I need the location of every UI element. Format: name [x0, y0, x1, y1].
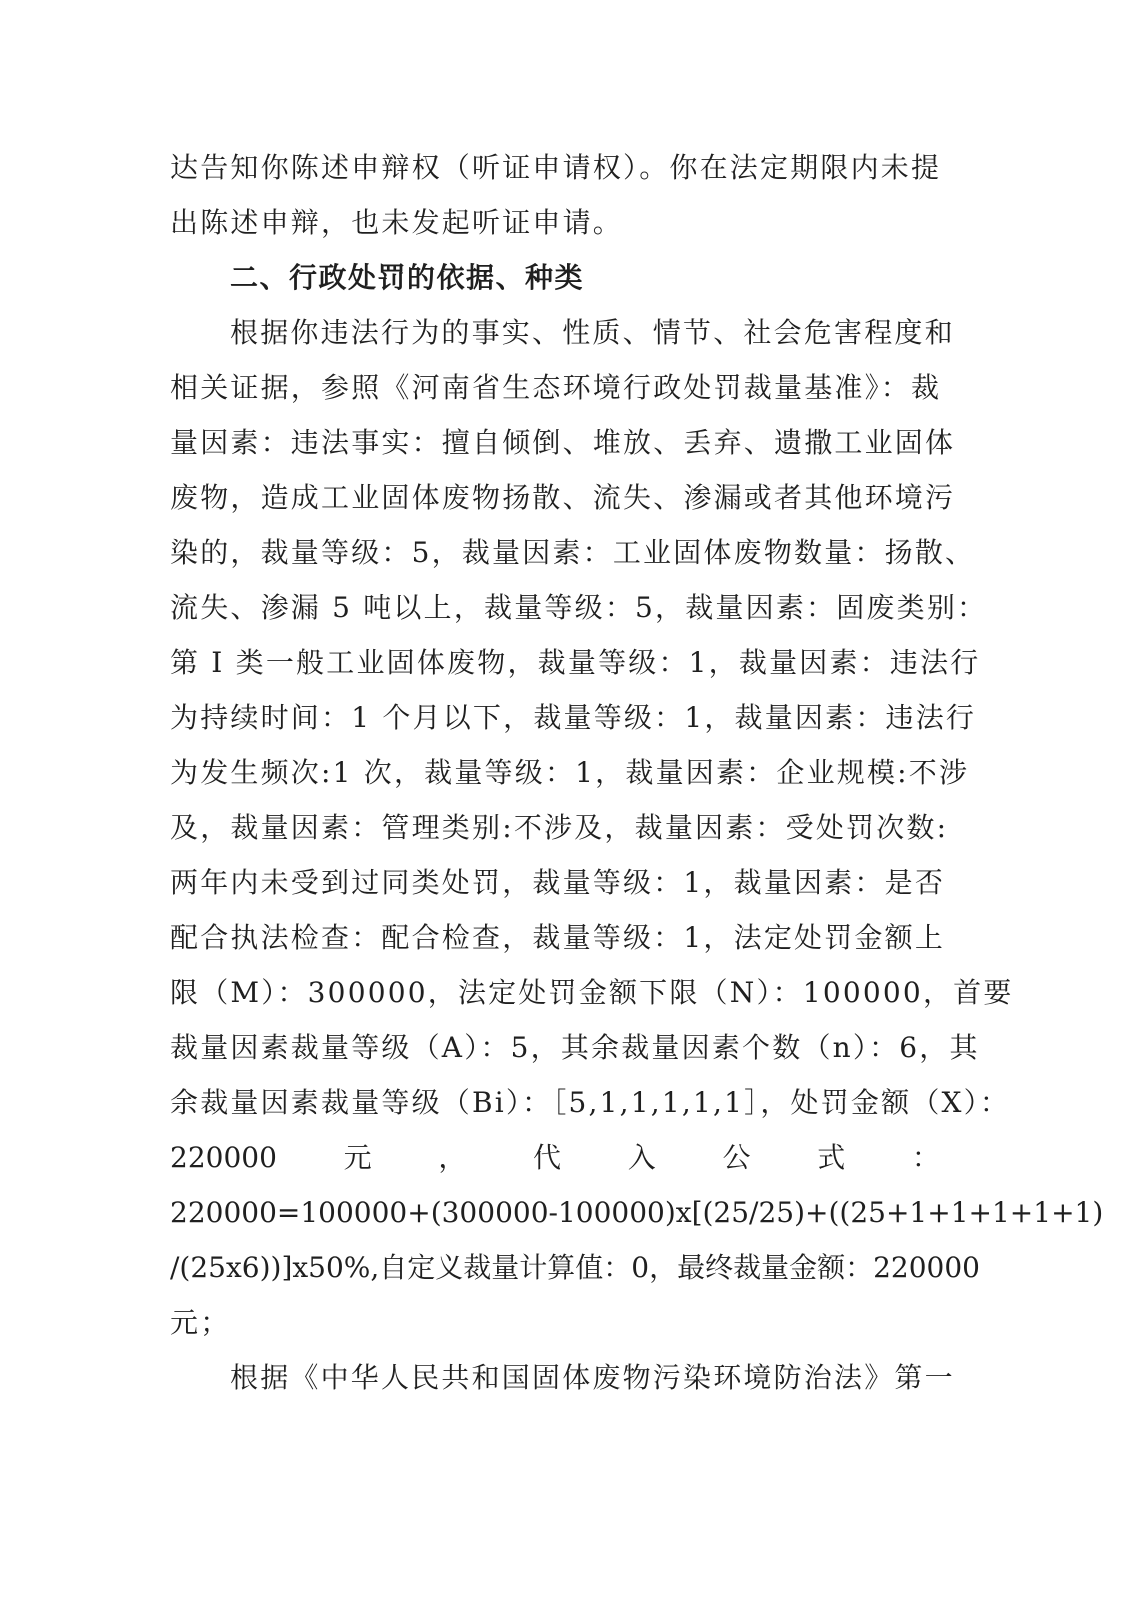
paragraph-line: 余裁量因素裁量等级（Bi）：［5,1,1,1,1,1］，处罚金额（X）：: [170, 1086, 1011, 1119]
paragraph-line: 及，裁量因素：管理类别:不涉及，裁量因素：受处罚次数:: [170, 811, 949, 844]
body-text: [170, 140, 1104, 1405]
paragraph-line: 第 I 类一般工业固体废物，裁量等级：1，裁量因素：违法行: [170, 646, 981, 679]
section-heading: 二、行政处罚的依据、种类: [230, 261, 585, 294]
paragraph-line: 根据你违法行为的事实、性质、情节、社会危害程度和: [230, 316, 955, 349]
paragraph-line: 流失、渗漏 5 吨以上，裁量等级：5，裁量因素：固废类别：: [170, 591, 988, 624]
paragraph-line: 为发生频次:1 次，裁量等级：1，裁量因素：企业规模:不涉: [170, 756, 970, 789]
justified-token: 式: [817, 1141, 846, 1174]
paragraph-line: 元；: [170, 1306, 231, 1339]
justified-token: ：: [911, 1141, 940, 1174]
paragraph-line: 裁量因素裁量等级（A）：5，其余裁量因素个数（n）：6，其: [170, 1031, 980, 1064]
paragraph-line: 根据《中华人民共和国固体废物污染环境防治法》第一: [230, 1361, 955, 1394]
justified-token: 代: [533, 1141, 562, 1174]
paragraph-line: 两年内未受到过同类处罚，裁量等级：1，裁量因素：是否: [170, 866, 946, 899]
justified-line: [170, 1130, 960, 1185]
justified-token: 公: [722, 1141, 751, 1174]
justified-token: 220000: [170, 1141, 277, 1174]
paragraph-line: 废物，造成工业固体废物扬散、流失、渗漏或者其他环境污: [170, 481, 956, 514]
paragraph-line: 配合执法检查：配合检查，裁量等级：1，法定处罚金额上: [170, 921, 946, 954]
paragraph-line: 达告知你陈述申辩权（听证申请权）。你在法定期限内未提: [170, 151, 942, 184]
paragraph-line: 限（M）：300000，法定处罚金额下限（N）：100000，首要: [170, 976, 1014, 1009]
justified-token: 入: [627, 1141, 656, 1174]
justified-token: ，: [438, 1141, 467, 1174]
paragraph-line: 出陈述申辩，也未发起听证申请。: [170, 206, 624, 239]
formula-line: /(25x6))]x50%,自定义裁量计算值：0，最终裁量金额：220000: [170, 1251, 980, 1284]
justified-token: 元: [343, 1141, 372, 1174]
paragraph-line: 染的，裁量等级：5，裁量因素：工业固体废物数量：扬散、: [170, 536, 976, 569]
formula-line: 220000=100000+(300000-100000)x[(25/25)+((25+1+1+1+1+1): [170, 1196, 1104, 1229]
paragraph-line: 量因素：违法事实：擅自倾倒、堆放、丢弃、遗撒工业固体: [170, 426, 956, 459]
paragraph-line: 相关证据，参照《河南省生态环境行政处罚裁量基准》：裁: [170, 371, 942, 404]
paragraph-line: 为持续时间：1 个月以下，裁量等级：1，裁量因素：违法行: [170, 701, 977, 734]
